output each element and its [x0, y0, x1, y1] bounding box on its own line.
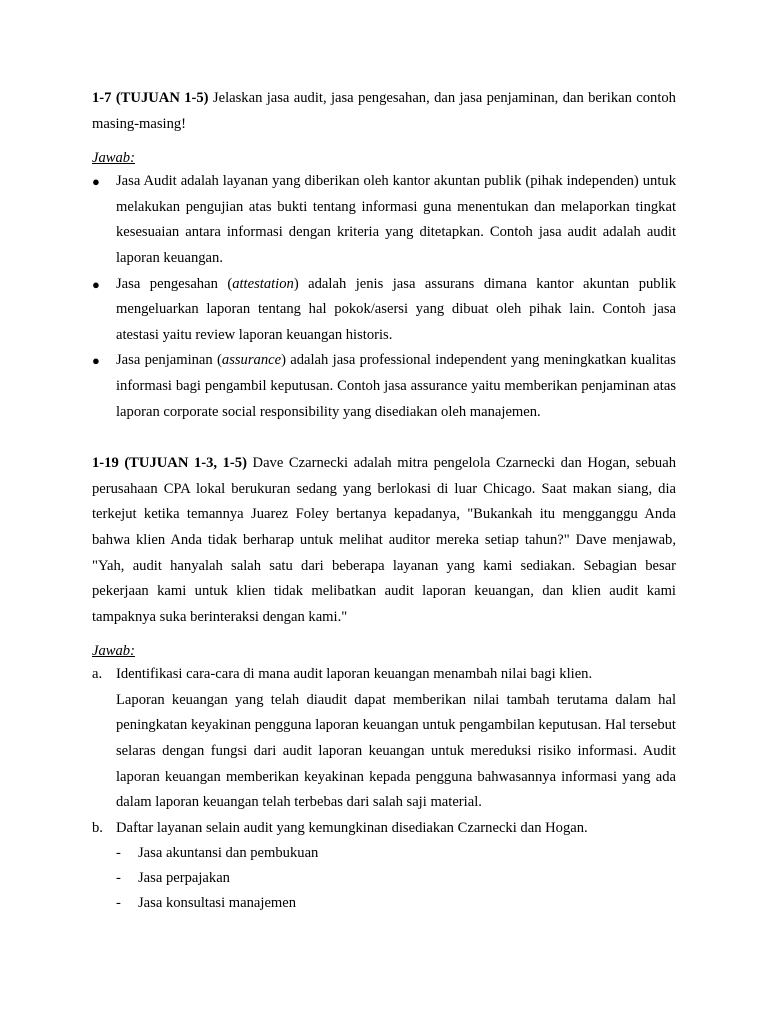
question-2-text: Dave Czarnecki adalah mitra pengelola Czarnecki dan Hogan, sebuah perusahaan CPA lokal berukuran sedang yang berlokasi di luar Chicago. Saat makan siang, dia terkejut ketika temannya Juarez Foley bertanya kepadanya, "Bukankah itu mengganggu Anda bahwa klien Anda tidak berharap untuk melihat auditor mereka setiap tahun?" Dave menjawab, "Yah, audit hanyalah salah satu dari beberapa layanan yang kami sediakan. Sebagian besar pekerjaan kami untuk klien tidak melibatkan audit laporan keuangan, dan klien audit kami tampaknya suka berinteraksi dengan kami." [92, 455, 676, 625]
bullet-icon: ● [92, 276, 100, 292]
answer-1-list [92, 169, 676, 425]
bullet-icon: ● [92, 353, 100, 369]
answer-2-item-a: a. Identifikasi cara-cara di mana audit laporan keuangan menambah nilai bagi klien. Laporan keuangan yang telah diaudit dapat memberikan nilai tambah terutama dalam hal peningkatan keyakinan pengguna laporan keuangan untuk pengambilan keputusan. Hal tersebut selaras dengan fungsi dari audit laporan keuangan untuk mereduksi risiko informasi. Audit laporan keuangan memberikan keyakinan kepada pengguna bahwasannya informasi yang ada dalam laporan keuangan telah terbebas dari salah saji material. [92, 666, 676, 811]
answer-1-item-assurance: ● Jasa penjaminan (assurance) adalah jasa professional independent yang meningkatkan kualitas informasi bagi pengambil keputusan. Contoh jasa assurance yaitu memberikan penjaminan atas laporan corporate social responsibility yang disediakan oleh manajemen. [92, 348, 676, 425]
answer-2-a-answer: Laporan keuangan yang telah diaudit dapat memberikan nilai tambah terutama dalam hal peningkatan keyakinan pengguna laporan keuangan untuk pengambilan keputusan. Hal tersebut selaras dengan fungsi dari audit laporan keuangan untuk mereduksi risiko informasi. Audit laporan keuangan memberikan keyakinan kepada pengguna bahwasannya informasi yang ada dalam laporan keuangan telah terbebas dari salah saji material. [116, 691, 676, 811]
answer-1-item-attestation: ● Jasa pengesahan (attestation) adalah jenis jasa assurans dimana kantor akuntan publik mengeluarkan laporan tentang hal pokok/asersi yang dibuat oleh pihak lain. Contoh jasa atestasi yaitu review laporan keuangan historis. [92, 272, 676, 349]
bullet-icon: ● [92, 174, 100, 190]
answer-1-item-audit: ● Jasa Audit adalah layanan yang diberikan oleh kantor akuntan publik (pihak independen) untuk melakukan pengujian atas bukti tentang informasi guna menentukan dan melaporkan tingkat kesesuaian antara informasi dengan kriteria yang ditetapkan. Contoh jasa audit adalah audit laporan keuangan. [92, 169, 676, 271]
answer-2-item-b: b. Daftar layanan selain audit yang kemungkinan disediakan Czarnecki dan Hogan. [92, 819, 588, 836]
list-item: - Jasa konsultasi manajemen [116, 895, 297, 912]
answer-1-label: Jawab: [92, 150, 135, 167]
document-page [92, 86, 676, 916]
question-1 [92, 86, 676, 137]
question-1-text: Jelaskan jasa audit, jasa pengesahan, dan jasa penjaminan, dan berikan contoh masing-masing! [92, 90, 676, 132]
answer-2-label: Jawab: [92, 643, 135, 660]
question-2 [92, 451, 676, 630]
answer-2-b-question: Daftar layanan selain audit yang kemungkinan disediakan Czarnecki dan Hogan. [116, 819, 588, 836]
question-1-number: 1-7 (TUJUAN 1-5) [92, 90, 209, 106]
services-list [92, 841, 676, 916]
list-item: - Jasa perpajakan [116, 870, 230, 887]
list-item: - Jasa akuntansi dan pembukuan [116, 845, 319, 862]
question-2-number: 1-19 (TUJUAN 1-3, 1-5) [92, 455, 247, 472]
answer-2-a-question: Identifikasi cara-cara di mana audit laporan keuangan menambah nilai bagi klien. [116, 666, 593, 683]
answer-2-list [92, 662, 676, 841]
